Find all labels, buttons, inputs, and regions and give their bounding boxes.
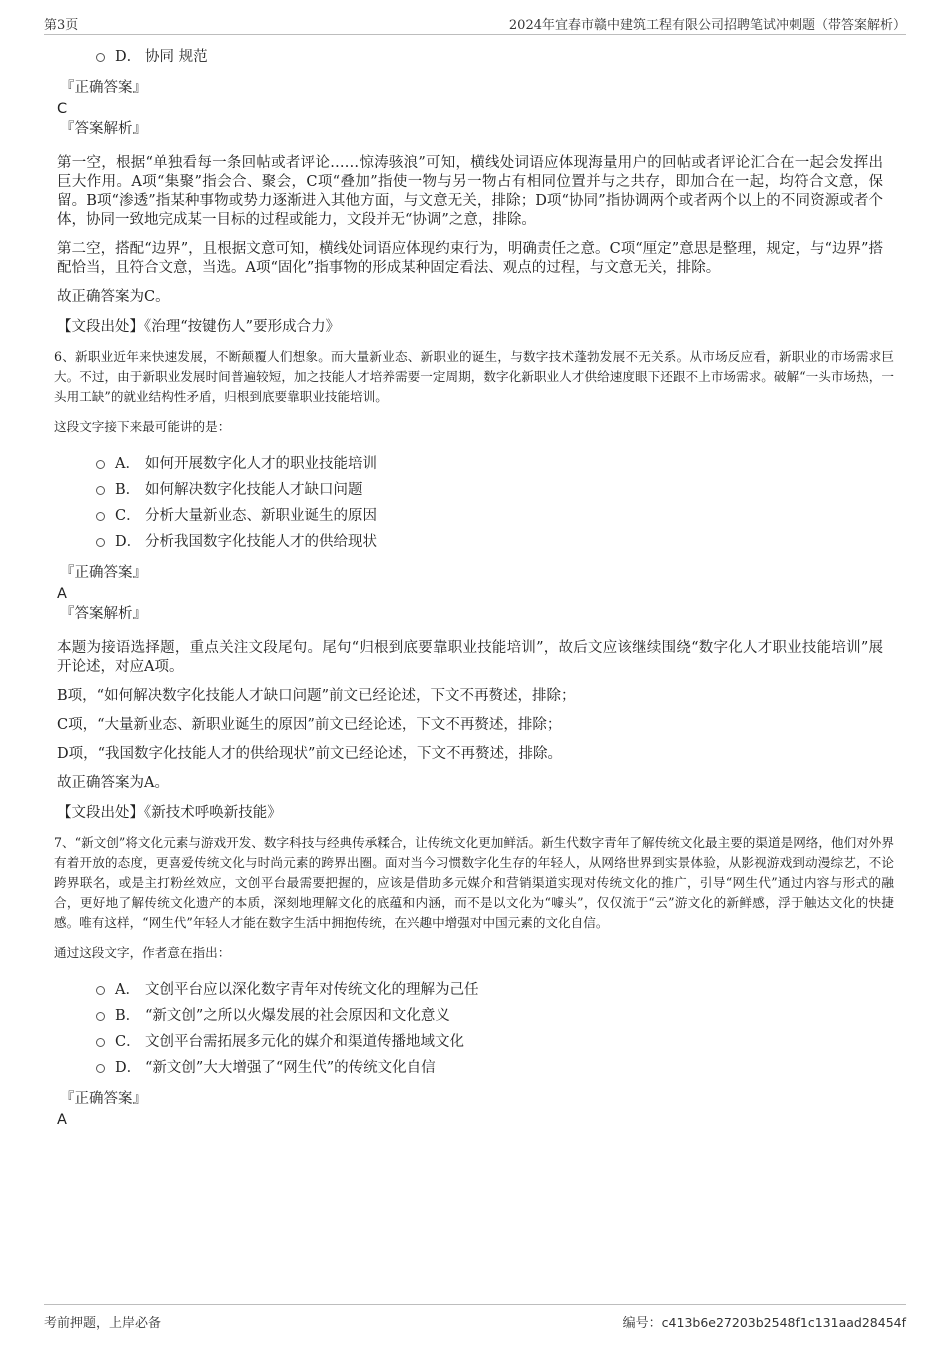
q5-analysis-label: 『答案解析』 [60,121,147,137]
q6-option-c[interactable]: C． 分析大量新业态、新职业诞生的原因 [57,503,897,529]
radio-icon[interactable] [96,1064,105,1073]
q7-answer-label: 『正确答案』 [60,1091,147,1107]
q6-analysis-para-4: D项，“我国数字化技能人才的供给现状”前文已经论述，下文不再赘述，排除。 [57,746,562,762]
document-title: 2024年宜春市赣中建筑工程有限公司招聘笔试冲刺题（带答案解析） [508,18,906,33]
radio-icon[interactable] [96,1038,105,1047]
q6-prompt: 这段文字接下来最可能讲的是： [54,419,231,434]
q6-option-b[interactable]: B． 如何解决数字化技能人才缺口问题 [57,477,897,503]
q7-answer: A [57,1112,67,1128]
q6-analysis-para-2: B项，“如何解决数字化技能人才缺口问题”前文已经论述，下文不再赘述，排除； [57,688,576,704]
q6-option-d[interactable]: D． 分析我国数字化技能人才的供给现状 [57,529,897,555]
q5-answer: C [57,101,68,117]
radio-icon[interactable] [96,486,105,495]
radio-icon[interactable] [96,460,105,469]
q6-analysis-label: 『答案解析』 [60,606,147,622]
q5-analysis-para-2: 第二空，搭配“边界”，且根据文意可知，横线处词语应体现约束行为，明确责任之意。C项“厘定”意思是整理，规定，与“边界”搭配恰当，且符合文意，当选。A项“固化”指事物的形成某种固定看法、观点的过程，与文意无关，排除。 [57,241,883,276]
page-header [44,14,906,35]
q5-options [57,44,897,70]
q7-option-d[interactable]: D． “新文创”大大增强了“网生代”的传统文化自信 [57,1055,897,1081]
radio-icon[interactable] [96,986,105,995]
q7-prompt: 通过这段文字，作者意在指出： [54,945,231,960]
q5-analysis-para-3: 故正确答案为C。 [57,289,170,305]
q6-source: 【文段出处】《新技术呼唤新技能》 [57,805,282,821]
q6-text: 6、新职业近年来快速发展，不断颠覆人们想象。而大量新业态、新职业的诞生，与数字技术蓬勃发展不无关系。从市场反应看，新职业的市场需求巨大。不过，由于新职业发展时间普遍较短，加之技能人才培养需要一定周期，数字化新职业人才供给速度眼下还跟不上市场需求。破解“一头市场热，一头用工缺”的就业结构性矛盾，归根到底要靠职业技能培训。 [54,349,894,404]
q6-option-a[interactable]: A． 如何开展数字化人才的职业技能培训 [57,451,897,477]
radio-icon[interactable] [96,538,105,547]
page-footer [44,1304,906,1331]
q7-option-c[interactable]: C． 文创平台需拓展多元化的媒介和渠道传播地域文化 [57,1029,897,1055]
document-body [54,44,897,1130]
q7-text: 7、“新文创”将文化元素与游戏开发、数字科技与经典传承糅合，让传统文化更加鲜活。新生代数字青年了解传统文化最主要的渠道是网络，他们对外界有着开放的态度，更喜爱传统文化与时尚元素的跨界出圈。面对当今习惯数字化生存的年轻人，从网络世界到实景体验，从影视游戏到动漫综艺，不论跨界联名，或是主打粉丝效应，文创平台最需要把握的，应该是借助多元媒介和营销渠道实现对传统文化的推广，引导“网生代”通过内容与形式的融合，更好地了解传统文化遗产的本质，深刻地理解文化的底蕴和内涵，而不是以文化为“噱头”，仅仅流于“云”游文化的新鲜感，浮于触达文化的快捷感。唯有这样，“网生代”年轻人才能在数字生活中拥抱传统，在兴趣中增强对中国元素的文化自信。 [54,835,894,930]
q7-options [57,977,897,1081]
q5-answer-label: 『正确答案』 [60,80,147,96]
q6-analysis-para-5: 故正确答案为A。 [57,775,169,791]
q6-analysis-para-3: C项，“大量新业态、新职业诞生的原因”前文已经论述，下文不再赘述，排除； [57,717,562,733]
q6-answer-label: 『正确答案』 [60,565,147,581]
code-label: 编号： [622,1316,662,1331]
q5-option-d[interactable]: D． 协同 规范 [57,44,897,70]
q6-analysis-para-1: 本题为接语选择题，重点关注文段尾句。尾句“归根到底要靠职业技能培训”，故后文应该继续围绕“数字化人才职业技能培训”展开论述，对应A项。 [57,640,883,675]
radio-icon[interactable] [96,53,105,62]
q5-analysis-para-1: 第一空，根据“单独看每一条回帖或者评论……惊涛骇浪”可知，横线处词语应体现海量用户的回帖或者评论汇合在一起会发挥出巨大作用。A项“集聚”指会合、聚会，C项“叠加”指使一物与另一物占有相同位置并与之共存，即加合在一起，均符合文意，保留。B项“渗透”指某种事物或势力逐渐进入其他方面，与文意无关，排除；D项“协同”指协调两个或者两个以上的不同资源或者个体，协同一致地完成某一目标的过程或能力，文段并无“协调”之意，排除。 [57,155,883,228]
radio-icon[interactable] [96,1012,105,1021]
q7-option-a[interactable]: A． 文创平台应以深化数字青年对传统文化的理解为己任 [57,977,897,1003]
q5-source: 【文段出处】《治理“按键伤人”要形成合力》 [57,319,341,335]
q6-options [57,451,897,555]
footer-slogan: 考前押题，上岸必备 [44,1316,162,1331]
page-number: 第3页 [44,18,79,33]
document-code [623,1312,906,1331]
radio-icon[interactable] [96,512,105,521]
code-value: c413b6e27203b2548f1c131aad28454f [661,1315,906,1330]
q7-option-b[interactable]: B． “新文创”之所以火爆发展的社会原因和文化意义 [57,1003,897,1029]
q6-answer: A [57,586,67,602]
